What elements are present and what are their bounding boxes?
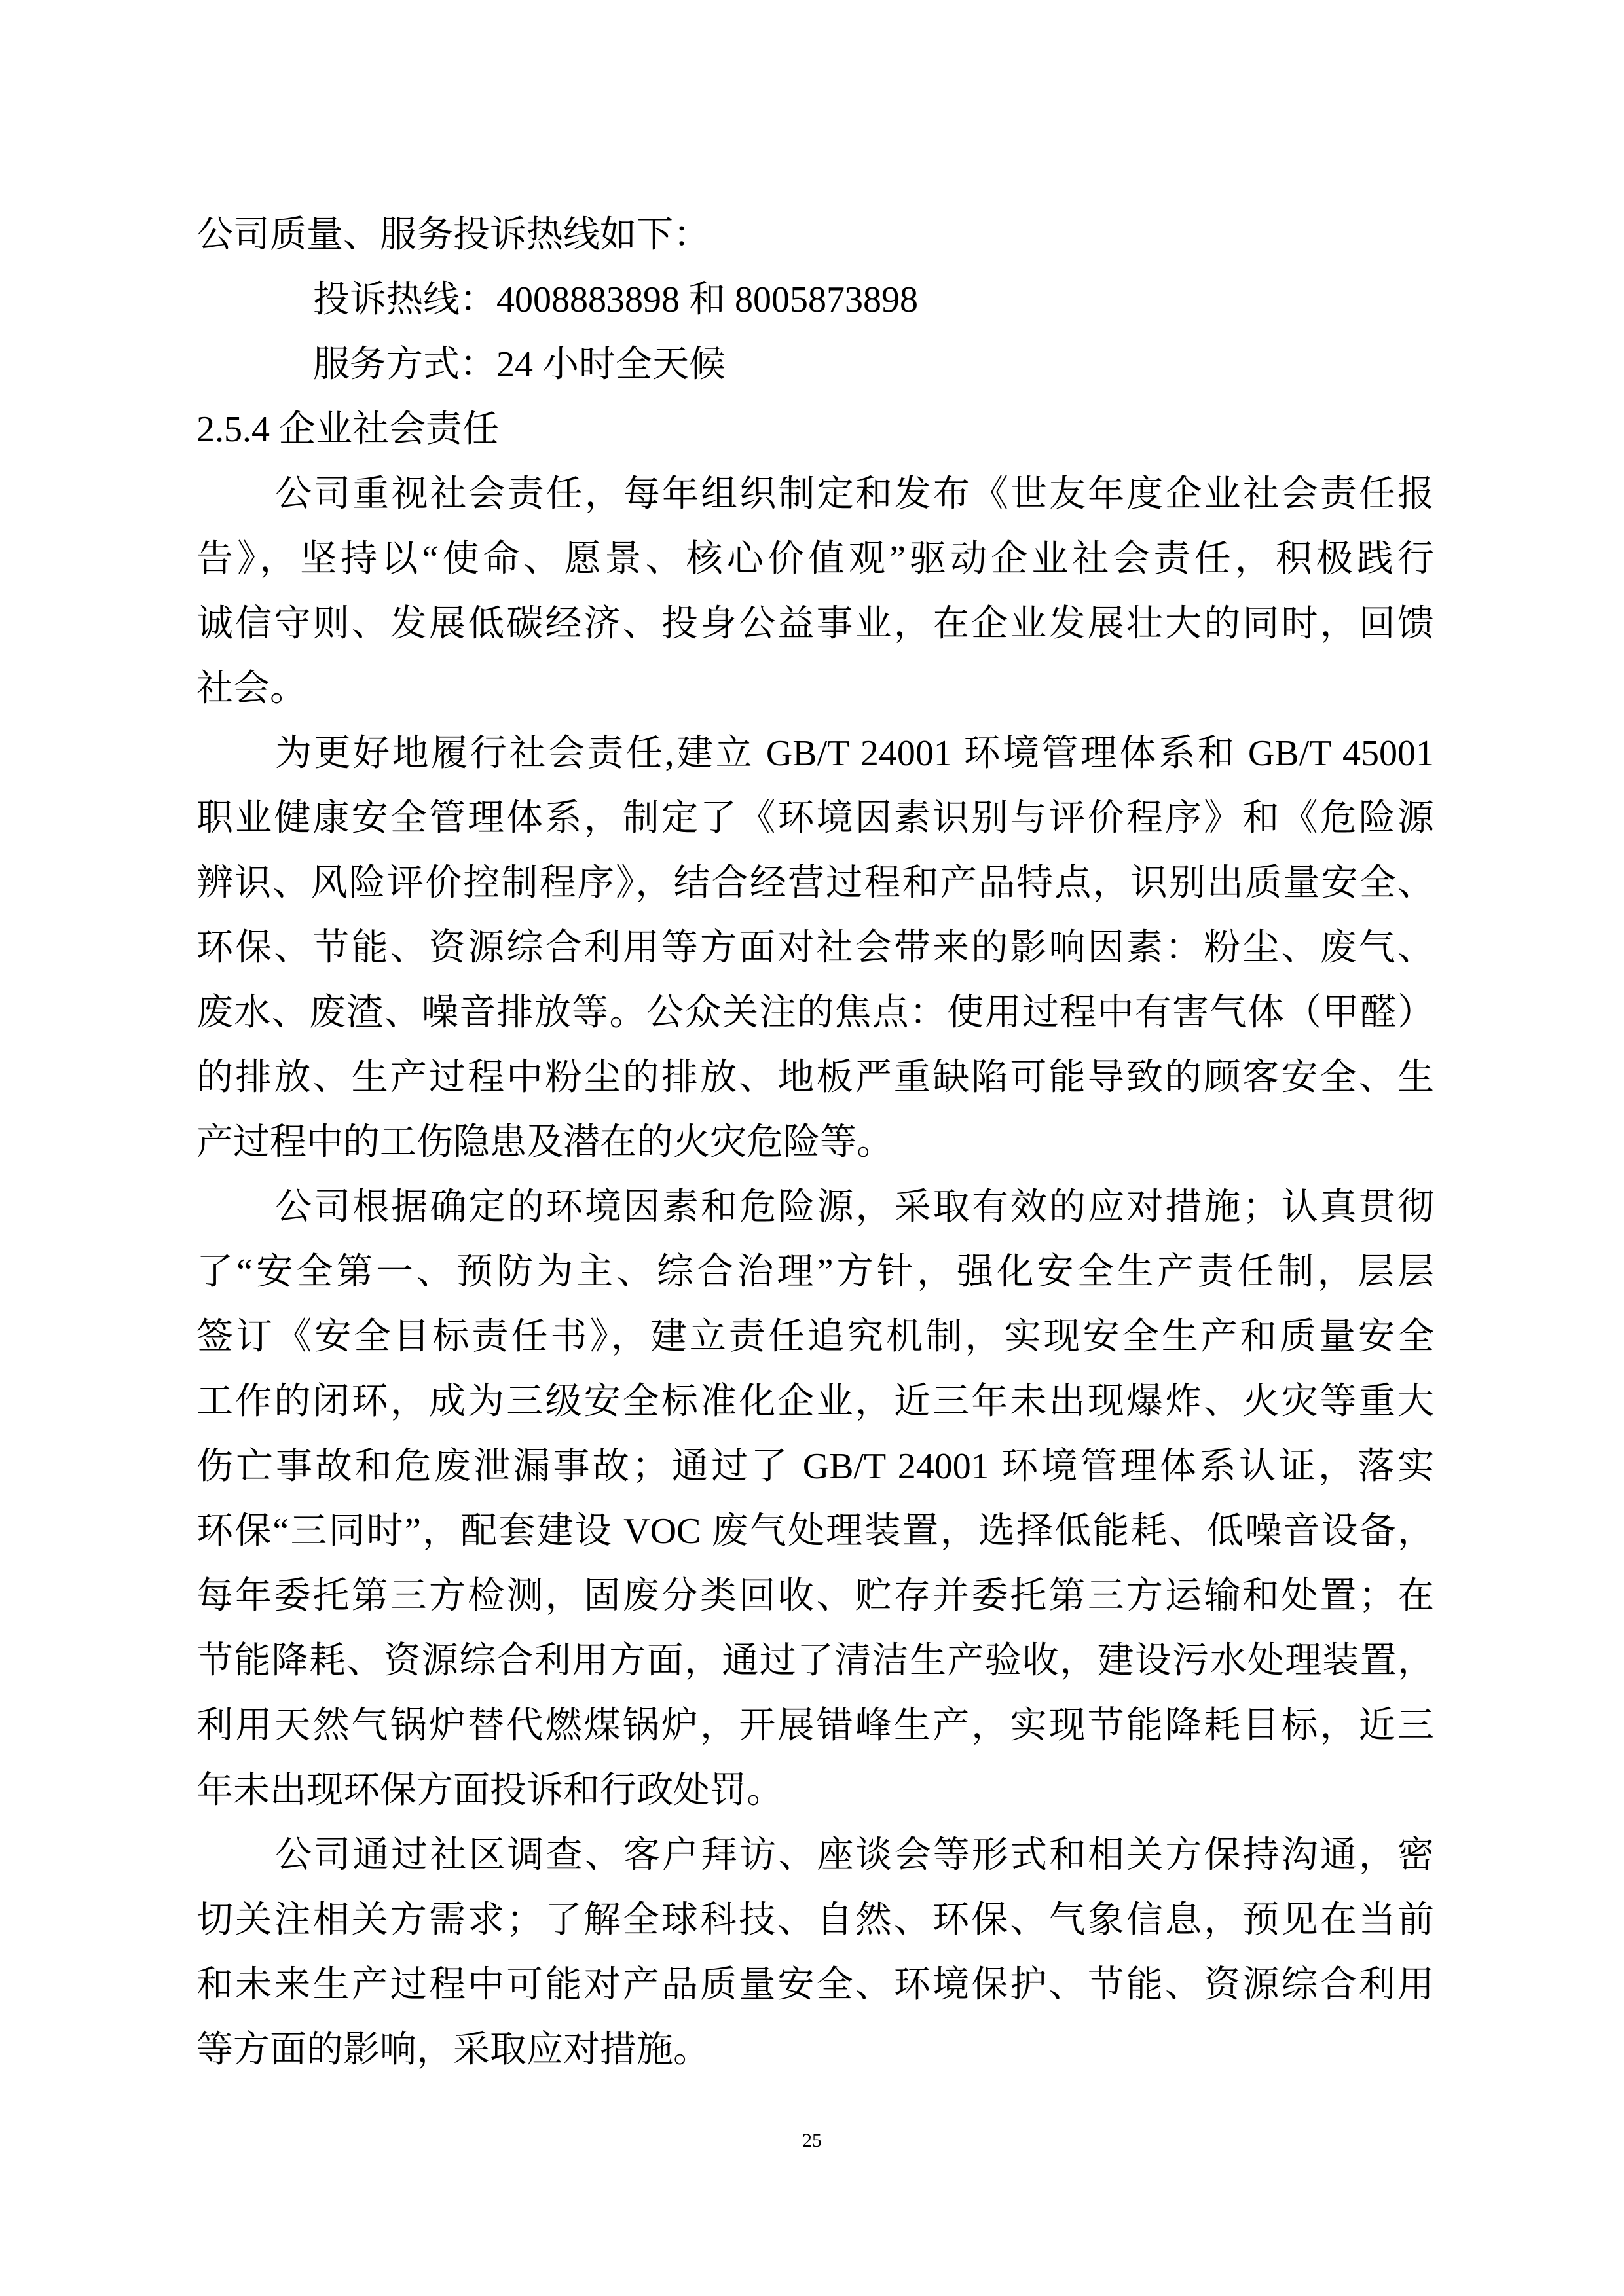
text-line: 告》，坚持以“使命、愿景、核心价值观”驱动企业社会责任，积极践行 [196,539,1434,579]
page-number: 25 [802,2130,822,2151]
text-line-service-mode: 服务方式：24 小时全天候 [313,344,726,385]
text-line: 环保、节能、资源综合利用等方面对社会带来的影响因素：粉尘、废气、 [196,928,1434,968]
text-line: 等方面的影响，采取应对措施。 [196,2030,710,2070]
text-line: 年未出现环保方面投诉和行政处罚。 [196,1770,783,1811]
text-line: 职业健康安全管理体系，制定了《环境因素识别与评价程序》和《危险源 [196,798,1434,839]
text-line: 社会。 [196,668,306,709]
text-line-complaint-hotline: 投诉热线：4008883898 和 8005873898 [313,280,918,320]
text-line: 每年委托第三方检测，固废分类回收、贮存并委托第三方运输和处置；在 [196,1576,1434,1616]
text-line: 了“安全第一、预防为主、综合治理”方针，强化安全生产责任制，层层 [196,1252,1434,1292]
page-body-text [196,203,1434,2083]
text-line: 和未来生产过程中可能对产品质量安全、环境保护、节能、资源综合利用 [196,1965,1434,2005]
text-line: 为更好地履行社会责任,建立 GB/T 24001 环境管理体系和 GB/T 45001 [275,733,1434,774]
text-line: 的排放、生产过程中粉尘的排放、地板严重缺陷可能导致的顾客安全、生 [196,1057,1434,1098]
text-line: 公司通过社区调查、客户拜访、座谈会等形式和相关方保持沟通，密 [275,1835,1434,1876]
text-line: 产过程中的工伤隐患及潜在的火灾危险等。 [196,1122,893,1163]
section-heading-2-5-4: 2.5.4 企业社会责任 [196,409,499,450]
text-line: 工作的闭环，成为三级安全标准化企业，近三年未出现爆炸、火灾等重大 [196,1381,1434,1422]
text-line: 伤亡事故和危废泄漏事故；通过了 GB/T 24001 环境管理体系认证，落实 [196,1446,1434,1487]
text-line: 签订《安全目标责任书》，建立责任追究机制，实现安全生产和质量安全 [196,1317,1434,1357]
text-line: 公司根据确定的环境因素和危险源，采取有效的应对措施；认真贯彻 [275,1187,1434,1228]
text-line: 辨识、风险评价控制程序》，结合经营过程和产品特点，识别出质量安全、 [196,863,1434,903]
text-line: 利用天然气锅炉替代燃煤锅炉，开展错峰生产，实现节能降耗目标，近三 [196,1705,1434,1746]
text-line: 环保“三同时”，配套建设 VOC 废气处理装置，选择低能耗、低噪音设备， [196,1511,1434,1552]
text-line-hotline-intro: 公司质量、服务投诉热线如下： [196,215,710,255]
text-line: 公司重视社会责任，每年组织制定和发布《世友年度企业社会责任报 [275,474,1434,515]
text-line: 废水、废渣、噪音排放等。公众关注的焦点：使用过程中有害气体（甲醛） [196,993,1434,1033]
text-line: 诚信守则、发展低碳经济、投身公益事业，在企业发展壮大的同时，回馈 [196,604,1434,644]
text-line: 节能降耗、资源综合利用方面，通过了清洁生产验收，建设污水处理装置， [196,1641,1434,1681]
text-line: 切关注相关方需求；了解全球科技、自然、环保、气象信息，预见在当前 [196,1900,1434,1941]
